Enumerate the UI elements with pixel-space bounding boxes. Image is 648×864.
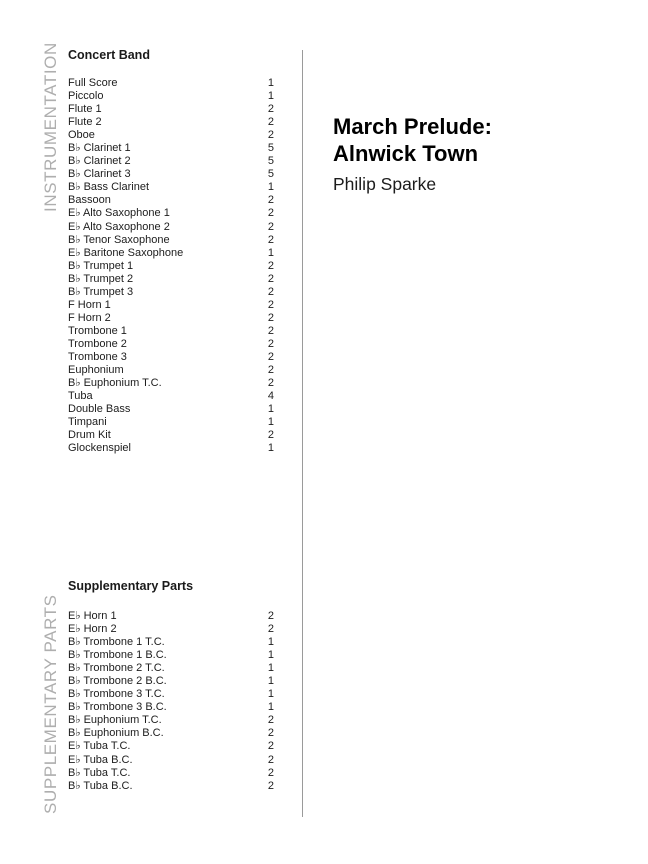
instrument-name: F Horn 1 [68, 298, 111, 311]
instrument-name: B♭ Clarinet 2 [68, 155, 131, 168]
work-title-line-1: March Prelude: [333, 114, 492, 139]
instrument-row [68, 129, 274, 142]
instrument-quantity: 2 [267, 311, 274, 324]
instrument-row [68, 767, 274, 780]
instrument-name: Glockenspiel [68, 442, 131, 455]
instrument-name: B♭ Tenor Saxophone [68, 233, 170, 246]
instrument-name: B♭ Trumpet 1 [68, 259, 134, 272]
instrument-name: Full Score [68, 77, 118, 89]
instrument-name: E♭ Horn 1 [68, 610, 117, 622]
instrument-row [68, 610, 274, 623]
instrument-quantity: 2 [267, 116, 274, 129]
instrument-name: B♭ Euphonium B.C. [68, 727, 164, 740]
instrument-row [68, 234, 274, 247]
instrument-quantity: 2 [267, 740, 274, 753]
instrument-quantity: 2 [267, 429, 274, 442]
vertical-label-instrumentation: INSTRUMENTATION [41, 42, 60, 212]
instrument-name: B♭ Trombone 2 B.C. [68, 675, 167, 688]
instrument-name: B♭ Tuba B.C. [68, 779, 133, 792]
vertical-divider-rule [302, 50, 303, 817]
instrument-name: Flute 1 [68, 103, 102, 116]
instrument-row [68, 649, 274, 662]
instrument-quantity: 2 [267, 220, 274, 233]
instrument-row [68, 312, 274, 325]
instrument-name: B♭ Trombone 3 B.C. [68, 701, 167, 714]
instrument-quantity: 2 [267, 753, 274, 766]
instrument-name: Double Bass [68, 403, 131, 416]
instrument-name: Euphonium [68, 364, 124, 377]
instrument-name: F Horn 2 [68, 311, 111, 324]
instrument-row [68, 247, 274, 260]
instrument-name: B♭ Clarinet 1 [68, 142, 131, 155]
instrument-quantity: 2 [267, 623, 274, 636]
instrument-row [68, 754, 274, 767]
instrument-row [68, 168, 274, 181]
instrument-quantity: 2 [267, 272, 274, 285]
concert-band-section [68, 48, 274, 455]
instrument-name: E♭ Baritone Saxophone [68, 246, 184, 259]
instrument-row [68, 286, 274, 299]
instrument-name: Trombone 1 [68, 324, 127, 337]
instrument-row [68, 90, 274, 103]
instrument-row [68, 740, 274, 753]
instrument-name: Timpani [68, 416, 107, 429]
instrument-row [68, 273, 274, 286]
instrument-quantity: 1 [267, 181, 274, 194]
instrument-row [68, 416, 274, 429]
instrument-name: B♭ Trombone 3 T.C. [68, 688, 165, 701]
supplementary-parts-list [68, 610, 274, 793]
instrument-row [68, 116, 274, 129]
instrument-quantity: 1 [267, 649, 274, 662]
instrument-quantity: 2 [267, 364, 274, 377]
work-title-line-2: Alnwick Town [333, 140, 479, 166]
title-block [333, 114, 492, 195]
instrument-quantity: 2 [267, 194, 274, 207]
instrument-name: B♭ Trombone 1 T.C. [68, 636, 165, 649]
composer-name: Philip Sparke [333, 174, 437, 194]
instrument-quantity: 2 [267, 779, 274, 792]
instrument-name: Trombone 2 [68, 337, 127, 350]
instrument-row [68, 403, 274, 416]
instrument-quantity: 5 [267, 142, 274, 155]
instrument-name: B♭ Trombone 1 B.C. [68, 649, 167, 662]
instrument-quantity: 1 [267, 246, 274, 259]
instrument-quantity: 2 [267, 337, 274, 350]
instrument-quantity: 1 [267, 636, 274, 649]
instrument-row [68, 260, 274, 273]
instrument-name: B♭ Euphonium T.C. [68, 377, 162, 390]
instrument-quantity: 2 [267, 714, 274, 727]
instrument-name: B♭ Trombone 2 T.C. [68, 662, 165, 675]
instrument-name: E♭ Horn 2 [68, 623, 117, 636]
instrument-row [68, 780, 274, 793]
instrument-row [68, 727, 274, 740]
instrument-quantity: 2 [267, 377, 274, 390]
instrument-row [68, 221, 274, 234]
instrument-row [68, 390, 274, 403]
instrument-quantity: 2 [267, 207, 274, 220]
instrument-row [68, 194, 274, 207]
instrument-row [68, 155, 274, 168]
instrument-name: B♭ Bass Clarinet [68, 181, 149, 194]
instrument-name: B♭ Clarinet 3 [68, 168, 131, 181]
instrument-name: E♭ Alto Saxophone 1 [68, 207, 170, 220]
instrument-quantity: 1 [267, 662, 274, 675]
instrument-name: Piccolo [68, 90, 104, 103]
concert-band-list [68, 77, 274, 455]
instrument-row [68, 636, 274, 649]
instrument-name: E♭ Tuba T.C. [68, 740, 131, 753]
instrument-row [68, 442, 274, 455]
instrument-row [68, 429, 274, 442]
instrument-quantity: 2 [267, 350, 274, 363]
instrument-name: Drum Kit [68, 429, 111, 442]
instrument-row [68, 338, 274, 351]
instrument-quantity: 2 [267, 103, 274, 116]
instrument-quantity: 4 [267, 390, 274, 403]
instrument-name: Trombone 3 [68, 350, 127, 363]
instrument-name: E♭ Alto Saxophone 2 [68, 220, 170, 233]
instrument-row [68, 364, 274, 377]
instrument-quantity: 2 [267, 129, 274, 142]
instrument-name: B♭ Tuba T.C. [68, 766, 131, 779]
instrument-quantity: 1 [267, 416, 274, 429]
instrument-quantity: 2 [267, 727, 274, 740]
instrument-name: B♭ Trumpet 3 [68, 285, 134, 298]
instrument-row [68, 299, 274, 312]
instrument-name: Tuba [68, 390, 93, 403]
instrument-row [68, 77, 274, 90]
instrument-quantity: 1 [267, 77, 274, 89]
instrument-quantity: 5 [267, 168, 274, 181]
instrument-name: Flute 2 [68, 116, 102, 129]
instrument-quantity: 1 [267, 90, 274, 103]
instrument-row [68, 351, 274, 364]
instrument-row [68, 207, 274, 220]
instrument-quantity: 1 [267, 688, 274, 701]
supplementary-parts-section [68, 579, 274, 793]
instrument-quantity: 1 [267, 403, 274, 416]
concert-band-header: Concert Band [68, 48, 150, 62]
instrument-quantity: 5 [267, 155, 274, 168]
instrument-quantity: 2 [267, 610, 274, 622]
instrument-quantity: 1 [267, 442, 274, 455]
instrument-quantity: 1 [267, 701, 274, 714]
instrument-quantity: 2 [267, 285, 274, 298]
instrument-name: B♭ Euphonium T.C. [68, 714, 162, 727]
instrument-quantity: 1 [267, 675, 274, 688]
instrument-row [68, 662, 274, 675]
instrument-row [68, 142, 274, 155]
instrument-name: Bassoon [68, 194, 111, 207]
instrument-row [68, 377, 274, 390]
instrument-quantity: 2 [267, 298, 274, 311]
instrument-quantity: 2 [267, 766, 274, 779]
instrument-name: Oboe [68, 129, 95, 142]
instrument-row [68, 325, 274, 338]
instrument-row [68, 688, 274, 701]
instrument-quantity: 2 [267, 259, 274, 272]
instrument-row [68, 103, 274, 116]
instrument-row [68, 714, 274, 727]
instrument-quantity: 2 [267, 233, 274, 246]
vertical-label-supplementary-parts: SUPPLEMENTARY PARTS [41, 594, 60, 814]
instrument-row [68, 701, 274, 714]
instrument-row [68, 181, 274, 194]
instrument-name: B♭ Trumpet 2 [68, 272, 134, 285]
supplementary-parts-header: Supplementary Parts [68, 579, 194, 593]
instrument-row [68, 675, 274, 688]
instrument-row [68, 623, 274, 636]
instrument-quantity: 2 [267, 324, 274, 337]
instrument-name: E♭ Tuba B.C. [68, 753, 133, 766]
